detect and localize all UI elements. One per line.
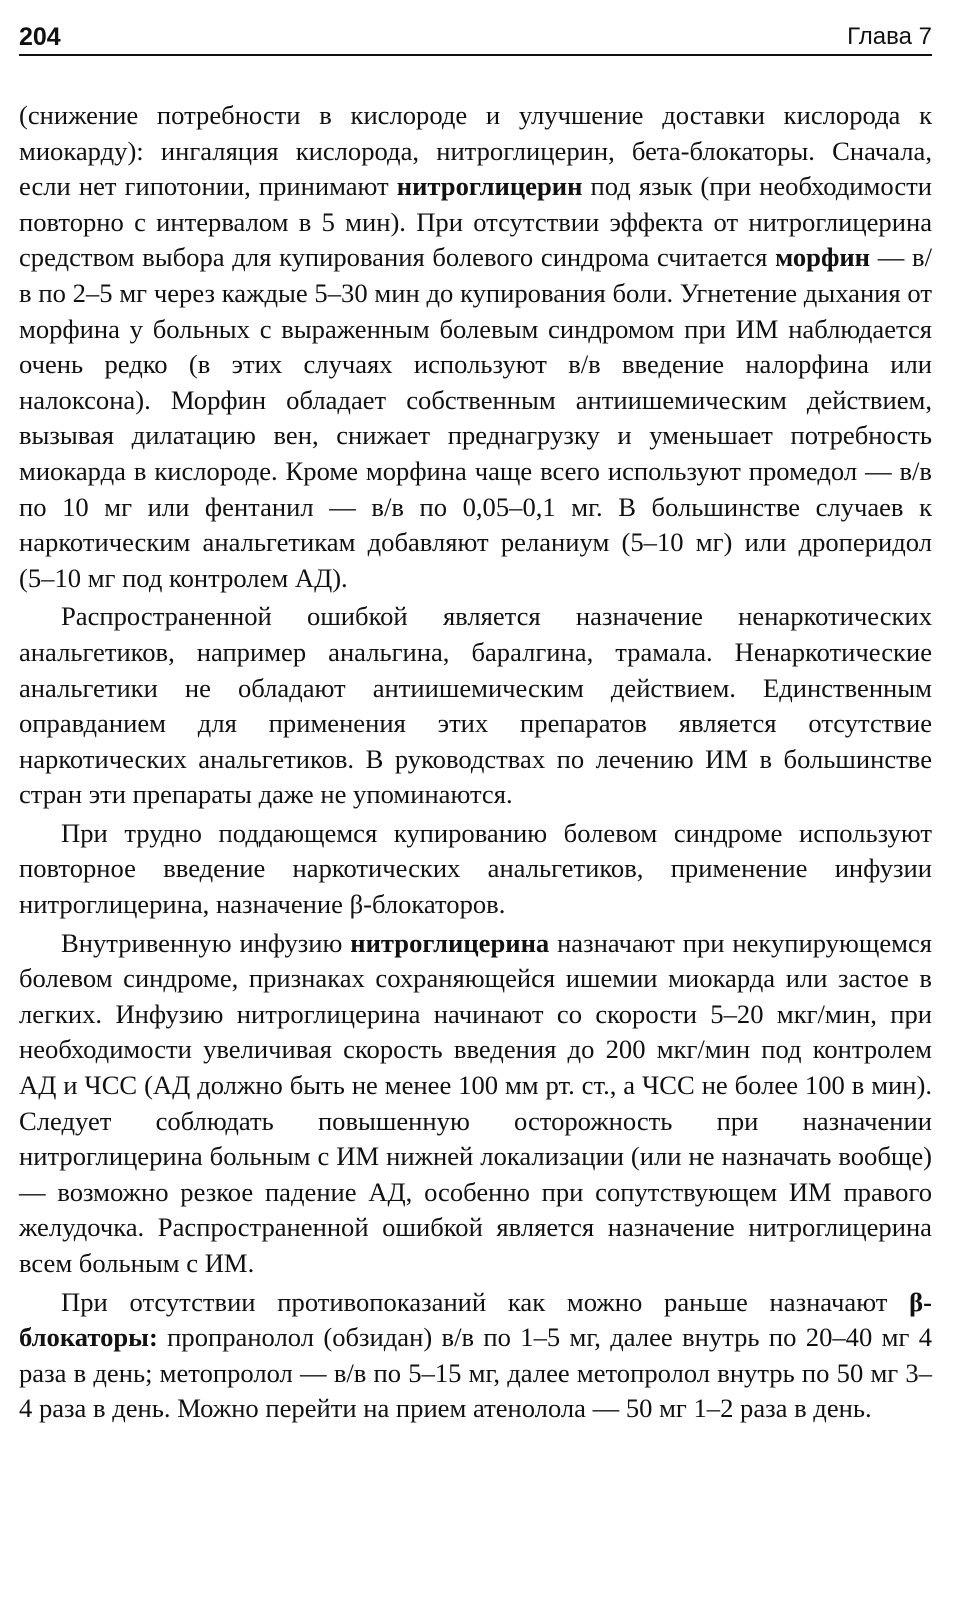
text-run: Внутривенную инфузию	[61, 927, 351, 958]
paragraph-persistent-pain	[19, 816, 932, 923]
bold-term-beta-blockers: β-блокаторы:	[19, 1286, 932, 1353]
text-run: При отсутствии противопоказаний как можно раньше назначают	[61, 1286, 910, 1317]
text-run: назначают при некупирующемся болевом синдроме, признаках сохраняющейся ишемии миокарда или застое в легких. Инфузию нитроглицерина начинают со скорости 5–20 мкг/мин, при необходимости увеличивая скорость введения до 200 мкг/мин под контролем АД и ЧСС (АД должно быть не менее 100 мм рт. ст., а ЧСС не более 100 в мин). Следует соблюдать повышенную осторожность при назначении нитроглицерина больным с ИМ нижней локализации (или не назначать вообще) — возможно резкое падение АД, особенно при сопутствующем ИМ правого желудочка. Распространенной ошибкой является назначение нитроглицерина всем больным с ИМ.	[19, 927, 932, 1278]
paragraph-non-narcotic-analgesics	[19, 599, 932, 813]
body-text	[19, 98, 932, 1427]
paragraph-beta-blockers	[19, 1285, 932, 1427]
text-run: (снижение потребности в кислороде и улучшение доставки кислорода к миокарду): ингаляция кислорода, нитроглицерин, бета-блокаторы. Сначала, если нет гипотонии, принимают	[19, 100, 932, 202]
bold-term-morphine: морфин	[775, 242, 870, 273]
text-run: под язык (при необходимости повторно с интервалом в 5 мин). При отсутствии эффекта от нитроглицерина средством выбора для купирования болевого синдрома считается	[19, 171, 932, 273]
bold-term-nitroglycerin: нитроглицерин	[396, 171, 583, 202]
text-run: Распространенной ошибкой является назначение ненаркотических анальгетиков, например анальгина, баралгина, трамала. Ненаркотические анальгетики не обладают антиишемическим действием. Единственным оправданием для применения этих препаратов является отсутствие наркотических анальгетиков. В руководствах по лечению ИМ в большинстве стран эти препараты даже не упоминаются.	[19, 601, 932, 810]
page-number: 204	[19, 23, 61, 51]
text-run: — в/в по 2–5 мг через каждые 5–30 мин до купирования боли. Угнетение дыхания от морфина у больных с выраженным болевым синдромом при ИМ наблюдается очень редко (в этих случаях используют в/в введение налорфина или налоксона). Морфин обладает собственным антиишемическим действием, вызывая дилатацию вен, снижает преднагрузку и уменьшает потребность миокарда в кислороде. Кроме морфина чаще всего используют промедол — в/в по 10 мг или фентанил — в/в по 0,05–0,1 мг. В большинстве случаев к наркотическим анальгетикам добавляют реланиум (5–10 мг) или дроперидол (5–10 мг под контролем АД).	[19, 242, 932, 593]
text-run: При трудно поддающемся купированию болевом синдроме используют повторное введение наркотических анальгетиков, применение инфузии нитроглицерина, назначение β-блокаторов.	[19, 817, 932, 920]
text-run: пропранолол (обзидан) в/в по 1–5 мг, далее внутрь по 20–40 мг 4 раза в день; метопролол — в/в по 5–15 мг, далее метопролол внутрь по 50 мг 3–4 раза в день. Можно перейти на прием атенолола — 50 мг 1–2 раза в день.	[19, 1322, 932, 1424]
running-head	[19, 20, 932, 56]
bold-term-nitroglycerin-infusion: нитроглицерина	[350, 927, 550, 958]
chapter-label: Глава 7	[847, 23, 932, 50]
paragraph-continued	[19, 98, 932, 596]
paragraph-nitroglycerin-infusion	[19, 926, 932, 1282]
